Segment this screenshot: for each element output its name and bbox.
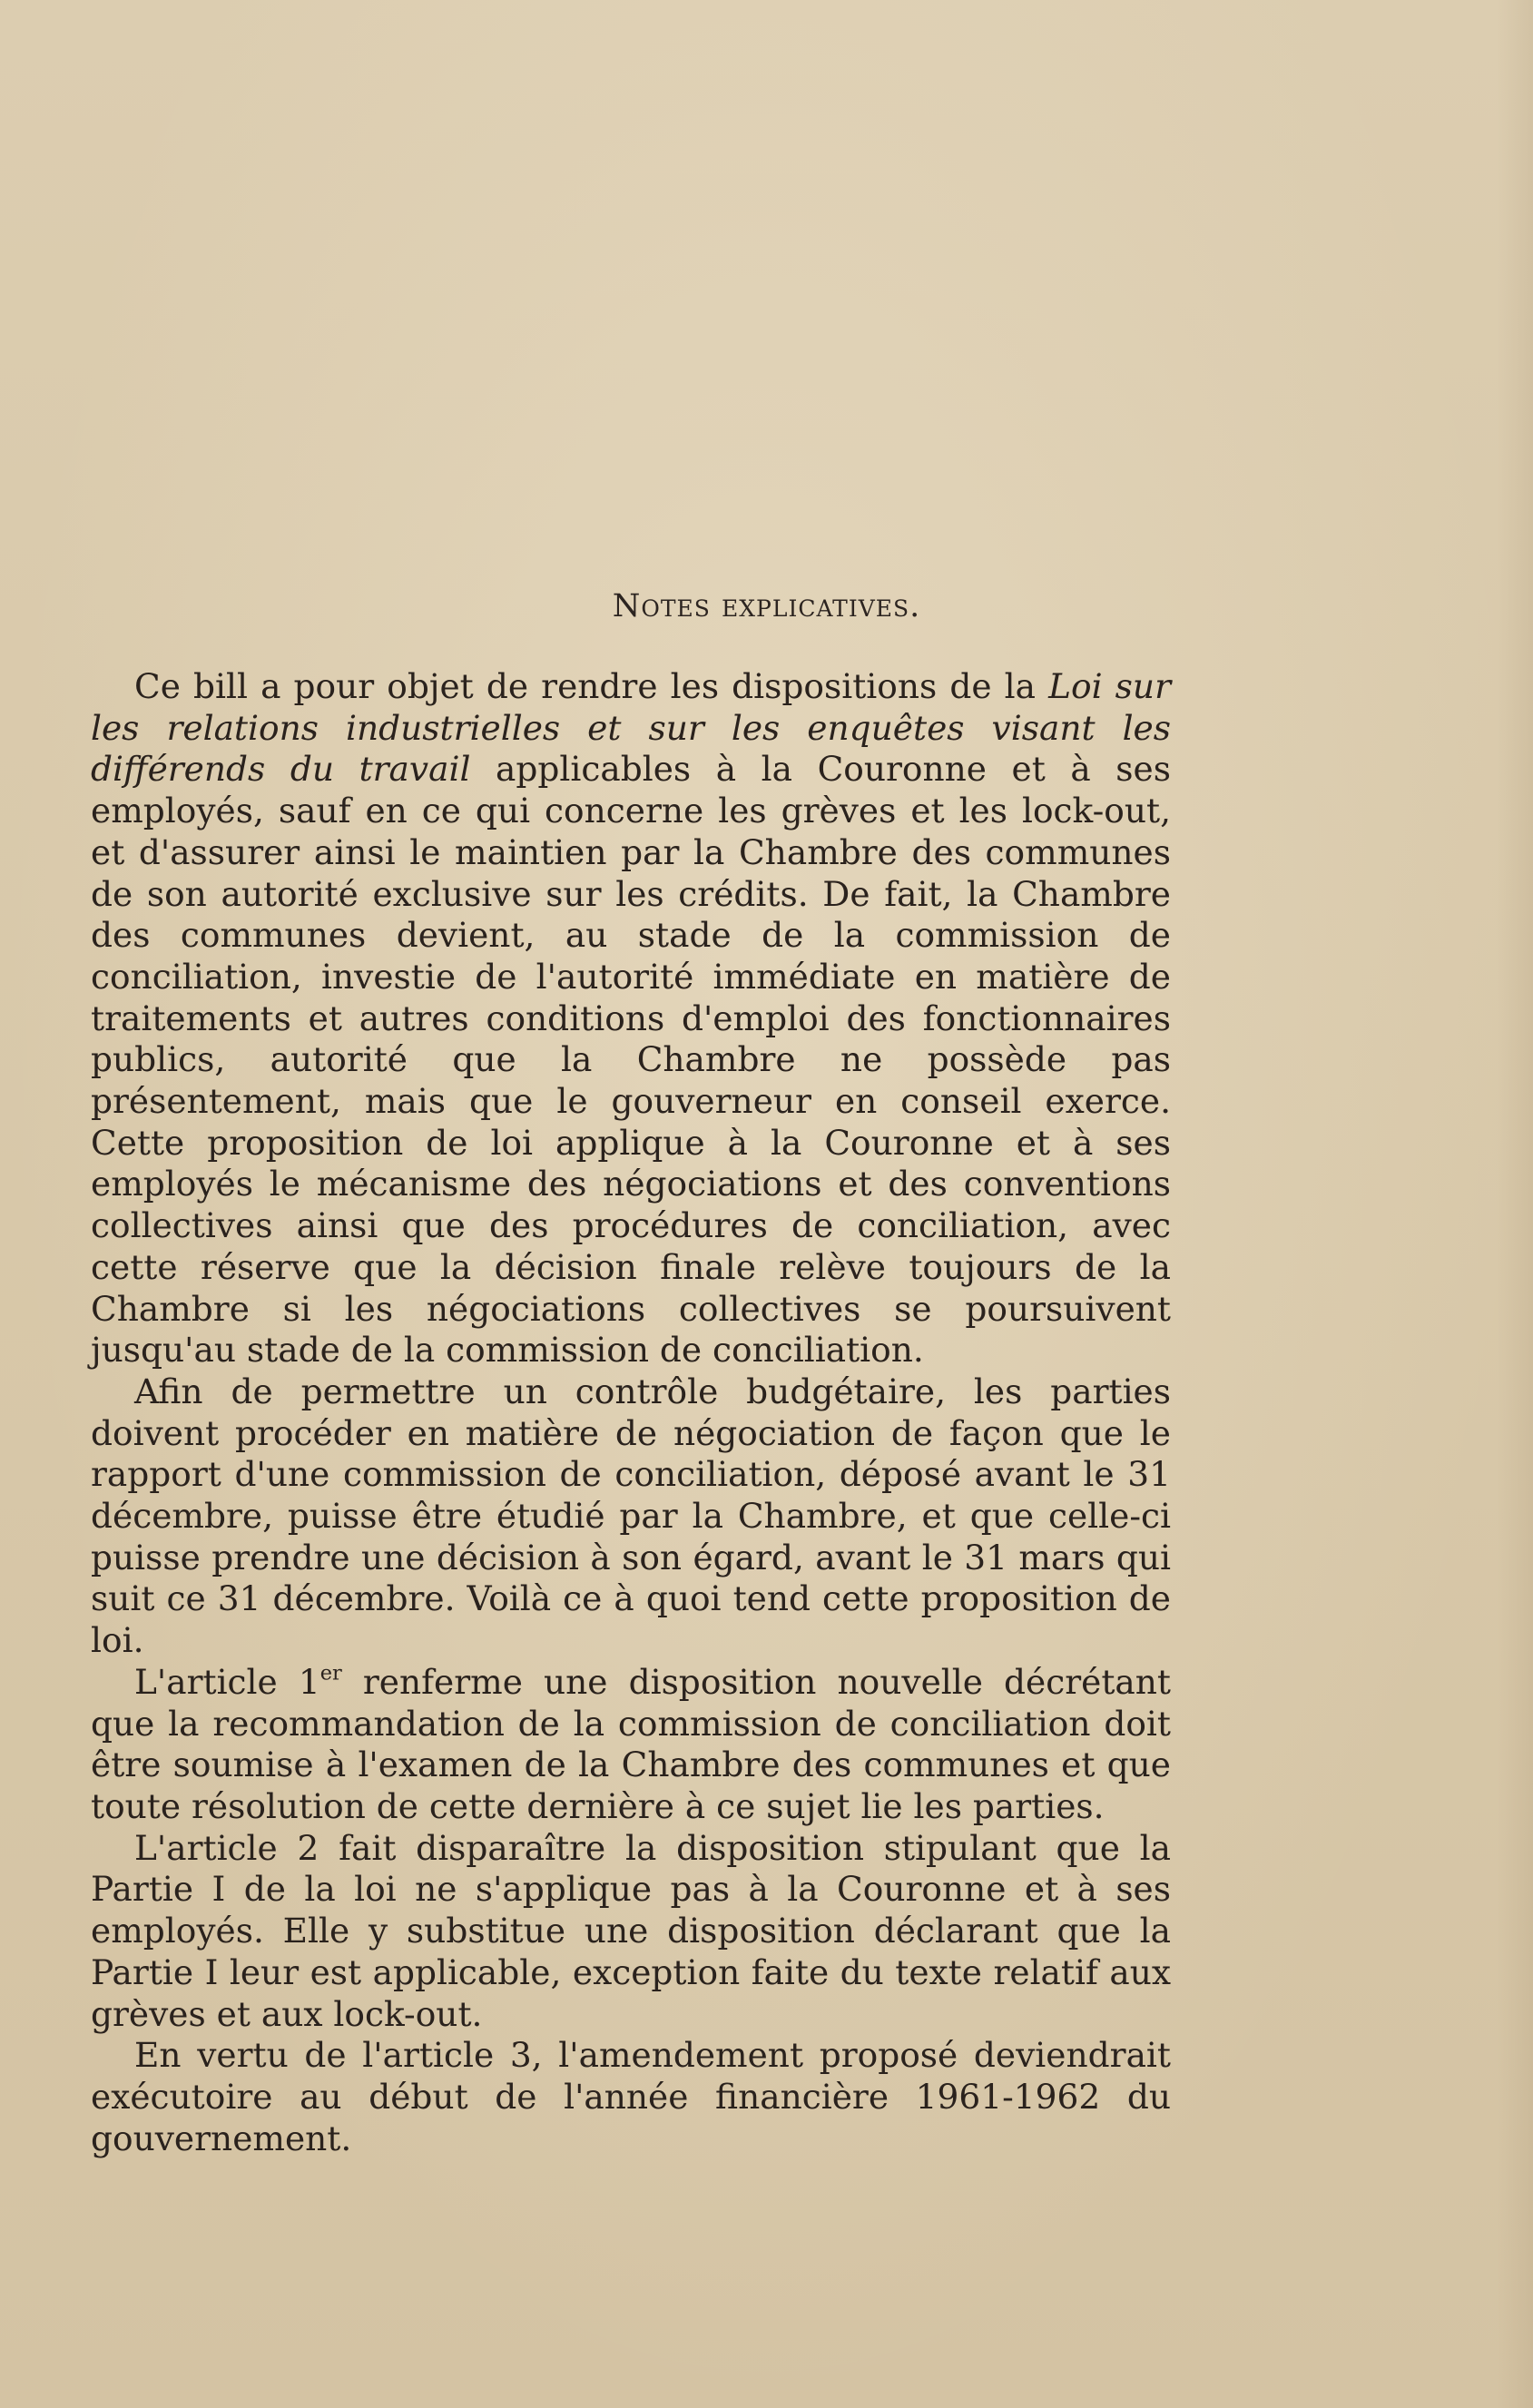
explanatory-notes-body [91, 666, 1171, 2159]
paragraph-1-lead: Ce bill a pour objet de rendre les dispositions de la [134, 666, 1049, 706]
paragraph-4: L'article 2 fait disparaître la disposition stipulant que la Partie I de la loi ne s'applique pas à la Couronne et à ses employés. Elle y substitue une disposition déclarant que la Partie I leur est applicable, exception faite du texte relatif aux grèves et aux lock-out. [91, 1827, 1171, 2034]
paragraph-1 [91, 666, 1171, 1371]
act-title: Loi sur les relations industrielles et sur les enquêtes visant les différends du travail [91, 666, 1172, 790]
paragraph-2: Afin de permettre un contrôle budgétaire, les parties doivent procéder en matière de négociation de façon que le rapport d'une commission de conciliation, déposé avant le 31 décembre, puisse être étudié par la Chambre, et que celle-ci puisse prendre une décision à son égard, avant le 31 mars qui suit ce 31 décembre. Voilà ce à quoi tend cette proposition de loi. [91, 1371, 1171, 1661]
paragraph-3-rest: renferme une disposition nouvelle décrétant que la recommandation de la commission de conciliation doit être soumise à l'examen de la Chambre des communes et que toute résolution de cette dernière à ce sujet lie les parties. [91, 1661, 1172, 1826]
paragraph-3 [91, 1662, 1171, 1828]
paragraph-5: En vertu de l'article 3, l'amendement proposé deviendrait exécutoire au début de l'année financière 1961-1962 du gouvernement. [91, 2035, 1171, 2158]
paragraph-3-lead: L'article 1 [134, 1661, 320, 1702]
page-heading: Notes explicatives. [612, 588, 921, 624]
paragraph-1-rest: applicables à la Couronne et à ses employés, sauf en ce qui concerne les grèves et les lock-out, et d'assurer ainsi le maintien par la Chambre des communes de son autorité exclusive sur les crédits. De fait, la Chambre des communes devient, au stade de la commission de conciliation, investie de l'autorité immédiate en matière de traitements et autres conditions d'emploi des fonctionnaires publics, autorité que la Chambre ne possède pas présentement, mais que le gouverneur en conseil exerce. Cette proposition de loi applique à la Couronne et à ses employés le mécanisme des négociations et des conventions collectives ainsi que des procédures de conciliation, avec cette réserve que la décision finale relève toujours de la Chambre si les négociations collectives se poursuivent jusqu'au stade de la commission de conciliation. [91, 749, 1171, 1371]
ordinal-superscript: er [319, 1661, 342, 1686]
